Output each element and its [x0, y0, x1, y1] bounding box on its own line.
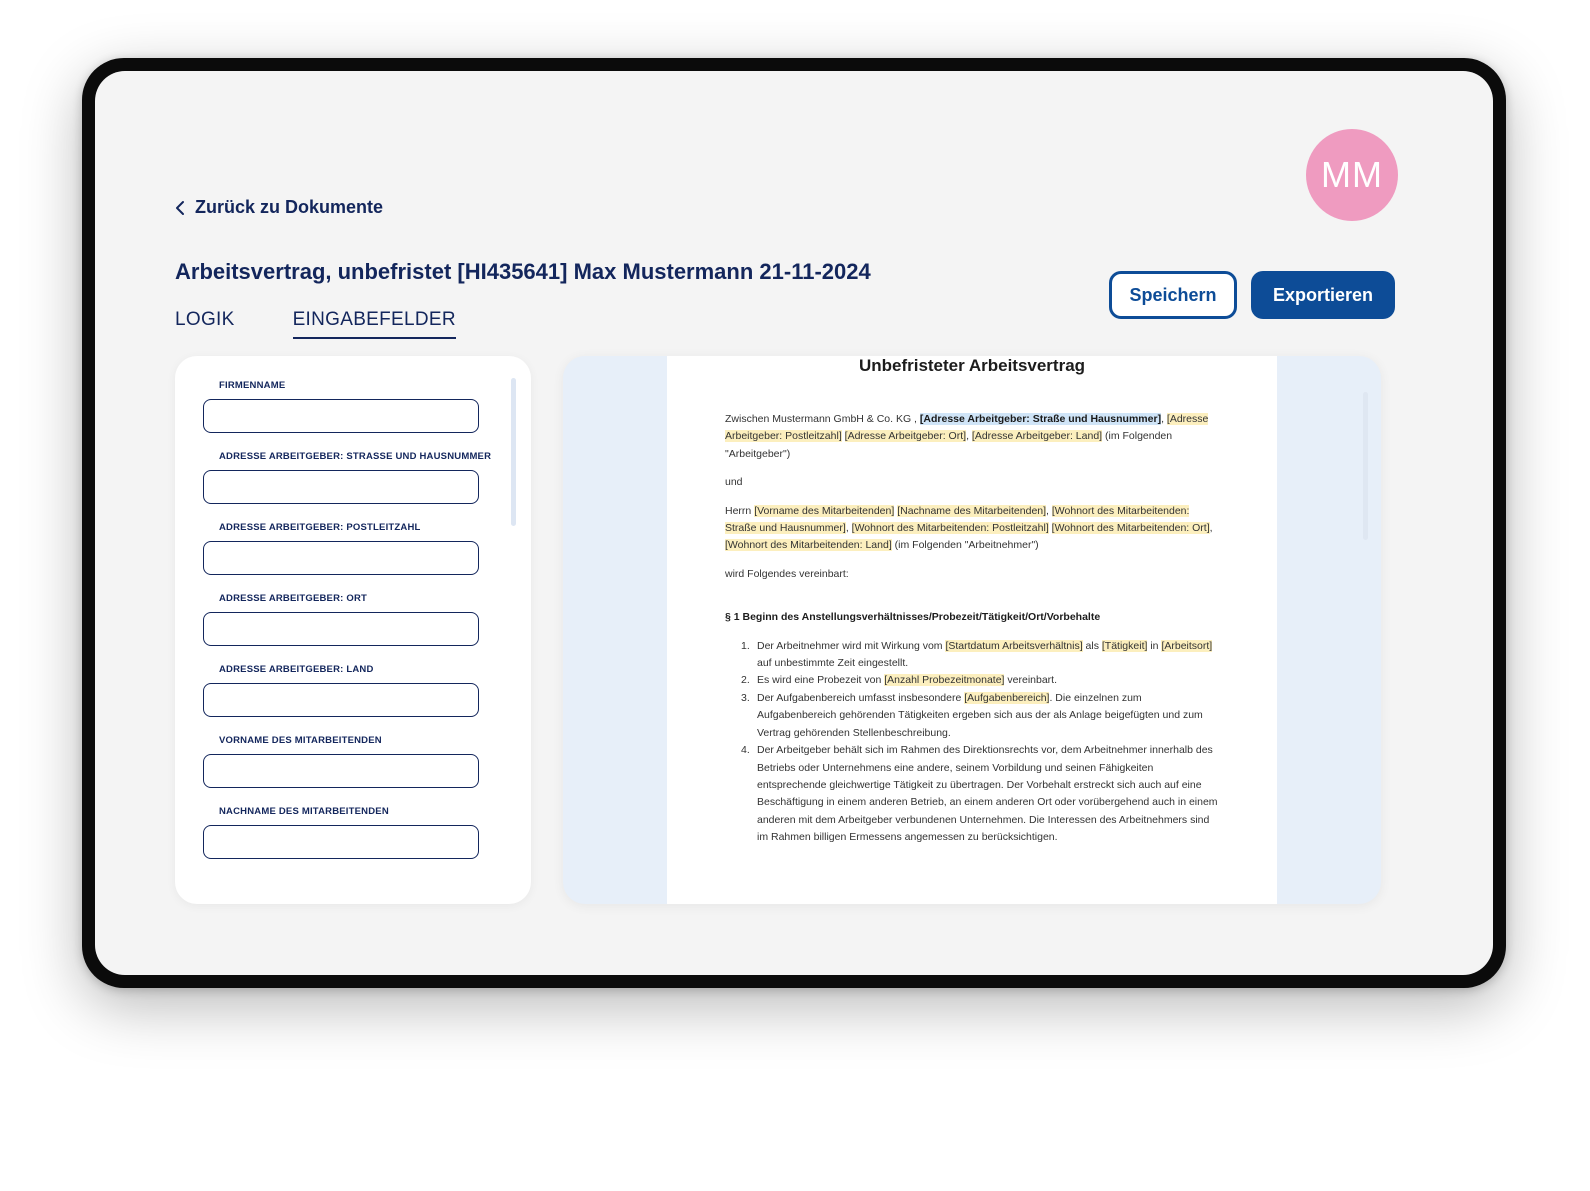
document-page	[667, 356, 1277, 904]
placeholder-employee-street[interactable]: [Wohnort des Mitarbeitenden: Straße und Hausnummer]	[725, 504, 1190, 535]
back-link-label: Zurück zu Dokumente	[195, 197, 384, 217]
field-label: ADRESSE ARBEITGEBER: LAND	[219, 664, 374, 675]
export-button[interactable]: Exportieren	[1251, 271, 1395, 319]
text: ,	[1046, 504, 1052, 517]
parties-employee-paragraph	[725, 503, 1219, 555]
employer-city-input[interactable]	[203, 612, 479, 646]
tab-logik[interactable]: LOGIK	[175, 309, 235, 330]
list-number: 4.	[741, 744, 750, 757]
field-firmenname	[203, 380, 479, 433]
preview-scrollbar[interactable]	[1363, 392, 1368, 540]
agreed-paragraph: wird Folgendes vereinbart:	[725, 567, 849, 580]
text: ,	[845, 522, 852, 535]
employer-zip-input[interactable]	[203, 541, 479, 575]
text: ,	[966, 430, 972, 443]
text: Zwischen Mustermann GmbH & Co. KG ,	[725, 413, 920, 425]
list-item	[725, 742, 1219, 846]
document-preview-panel	[563, 356, 1381, 904]
employee-firstname-input[interactable]	[203, 754, 479, 788]
firmenname-input[interactable]	[203, 399, 479, 433]
section-1-list	[725, 638, 1219, 847]
text: (im Folgenden "Arbeitnehmer")	[891, 539, 1039, 552]
field-label: FIRMENNAME	[219, 380, 286, 391]
employer-street-input[interactable]	[203, 470, 479, 504]
avatar-initials: MM	[1321, 154, 1383, 195]
field-employee-lastname	[203, 806, 479, 859]
text: als	[1082, 639, 1102, 652]
input-fields-panel	[175, 356, 531, 904]
placeholder-employee-firstname[interactable]: [Vorname des Mitarbeitenden]	[754, 504, 895, 517]
text: auf unbestimmte Zeit eingestellt.	[757, 657, 909, 670]
placeholder-employee-country[interactable]: [Wohnort des Mitarbeitenden: Land]	[725, 539, 892, 552]
placeholder-employer-city[interactable]: [Adresse Arbeitgeber: Ort]	[844, 430, 967, 443]
fields-scrollbar[interactable]	[511, 378, 516, 526]
text: (im Folgenden "Arbeitgeber")	[725, 430, 1173, 460]
list-item	[725, 672, 1219, 689]
list-item	[725, 638, 1219, 673]
list-item	[725, 690, 1219, 742]
text: Der Arbeitnehmer wird mit Wirkung vom	[757, 639, 946, 652]
field-employer-city	[203, 593, 479, 646]
text: Es wird eine Probezeit von	[757, 674, 885, 687]
placeholder-employee-city[interactable]: [Wohnort des Mitarbeitenden: Ort]	[1051, 522, 1210, 535]
tablet-frame	[82, 58, 1506, 988]
field-employer-zip	[203, 522, 479, 575]
save-button[interactable]: Speichern	[1109, 271, 1237, 319]
contract-title: Unbefristeter Arbeitsvertrag	[858, 356, 1086, 375]
text: ,	[1209, 522, 1213, 535]
text: Der Aufgabenbereich umfasst insbesondere	[757, 691, 965, 704]
placeholder-workplace[interactable]: [Arbeitsort]	[1161, 639, 1213, 652]
contract-body	[725, 411, 1219, 847]
field-employer-country	[203, 664, 479, 717]
placeholder-employer-zip[interactable]: [Adresse Arbeitgeber: Postleitzahl]	[725, 413, 1209, 443]
app-screen	[95, 71, 1493, 975]
field-employee-firstname	[203, 735, 479, 788]
und-paragraph: und	[725, 476, 743, 489]
view-tabs	[175, 309, 456, 339]
parties-employer-paragraph	[725, 411, 1219, 463]
section-1-heading: § 1 Beginn des Anstellungsverhältnisses/Probezeit/Tätigkeit/Ort/Vorbehalte	[725, 611, 1101, 624]
placeholder-task-area[interactable]: [Aufgabenbereich]	[964, 691, 1050, 704]
user-avatar[interactable]	[1306, 129, 1398, 221]
field-label: ADRESSE ARBEITGEBER: ORT	[219, 593, 368, 604]
placeholder-employee-lastname[interactable]: [Nachname des Mitarbeitenden]	[897, 504, 1047, 517]
list-number: 1.	[741, 639, 750, 652]
text: Herrn	[725, 504, 755, 517]
back-to-documents-link[interactable]	[175, 197, 383, 218]
text: Der Arbeitgeber behält sich im Rahmen des Direktionsrechts vor, dem Arbeitnehmer innerhalb des Betriebs oder Unternehmens eine andere, seinem Vorbildung und seinen Fähigkeiten entsprechende gleichwertige Tätigkeit zu übertragen. Der Vorbehalt erstreckt sich auch auf eine Beschäftigung in einem anderen Betrieb, an einem anderen Ort oder vorübergehend auch in einem anderen mit dem Arbeitgeber verbundenen Unternehmen. Die Interessen des Arbeitnehmers sind im Rahmen billigen Ermessens angemessen zu berücksichtigen.	[757, 744, 1218, 844]
text: . Die einzelnen zum Aufgabenbereich gehörenden Tätigkeiten ergeben sich aus der als Anlage beigefügten und zum Vertrag gehörenden Stellenbeschreibung.	[757, 691, 1203, 739]
field-employer-street	[203, 451, 492, 504]
placeholder-employer-street[interactable]: [Adresse Arbeitgeber: Straße und Hausnummer]	[919, 413, 1162, 425]
field-label: ADRESSE ARBEITGEBER: POSTLEITZAHL	[219, 522, 421, 533]
placeholder-start-date[interactable]: [Startdatum Arbeitsverhältnis]	[945, 639, 1083, 652]
placeholder-employee-zip[interactable]: [Wohnort des Mitarbeitenden: Postleitzahl]	[851, 522, 1049, 535]
text: in	[1147, 639, 1162, 652]
tab-eingabefelder[interactable]: EINGABEFELDER	[293, 309, 456, 339]
list-number: 3.	[741, 691, 750, 704]
placeholder-activity[interactable]: [Tätigkeit]	[1101, 639, 1148, 652]
field-label: ADRESSE ARBEITGEBER: STRASSE UND HAUSNUMMER	[219, 451, 492, 462]
list-number: 2.	[741, 674, 750, 687]
field-label: NACHNAME DES MITARBEITENDEN	[219, 806, 389, 817]
placeholder-employer-country[interactable]: [Adresse Arbeitgeber: Land]	[971, 430, 1103, 443]
employee-lastname-input[interactable]	[203, 825, 479, 859]
placeholder-probation-months[interactable]: [Anzahl Probezeitmonate]	[884, 674, 1005, 687]
field-label: VORNAME DES MITARBEITENDEN	[219, 735, 382, 746]
employer-country-input[interactable]	[203, 683, 479, 717]
text: ,	[1161, 413, 1167, 425]
chevron-left-icon	[175, 200, 185, 216]
document-title: Arbeitsvertrag, unbefristet [HI435641] Max Mustermann 21-11-2024	[175, 259, 871, 284]
text: vereinbart.	[1004, 674, 1058, 687]
